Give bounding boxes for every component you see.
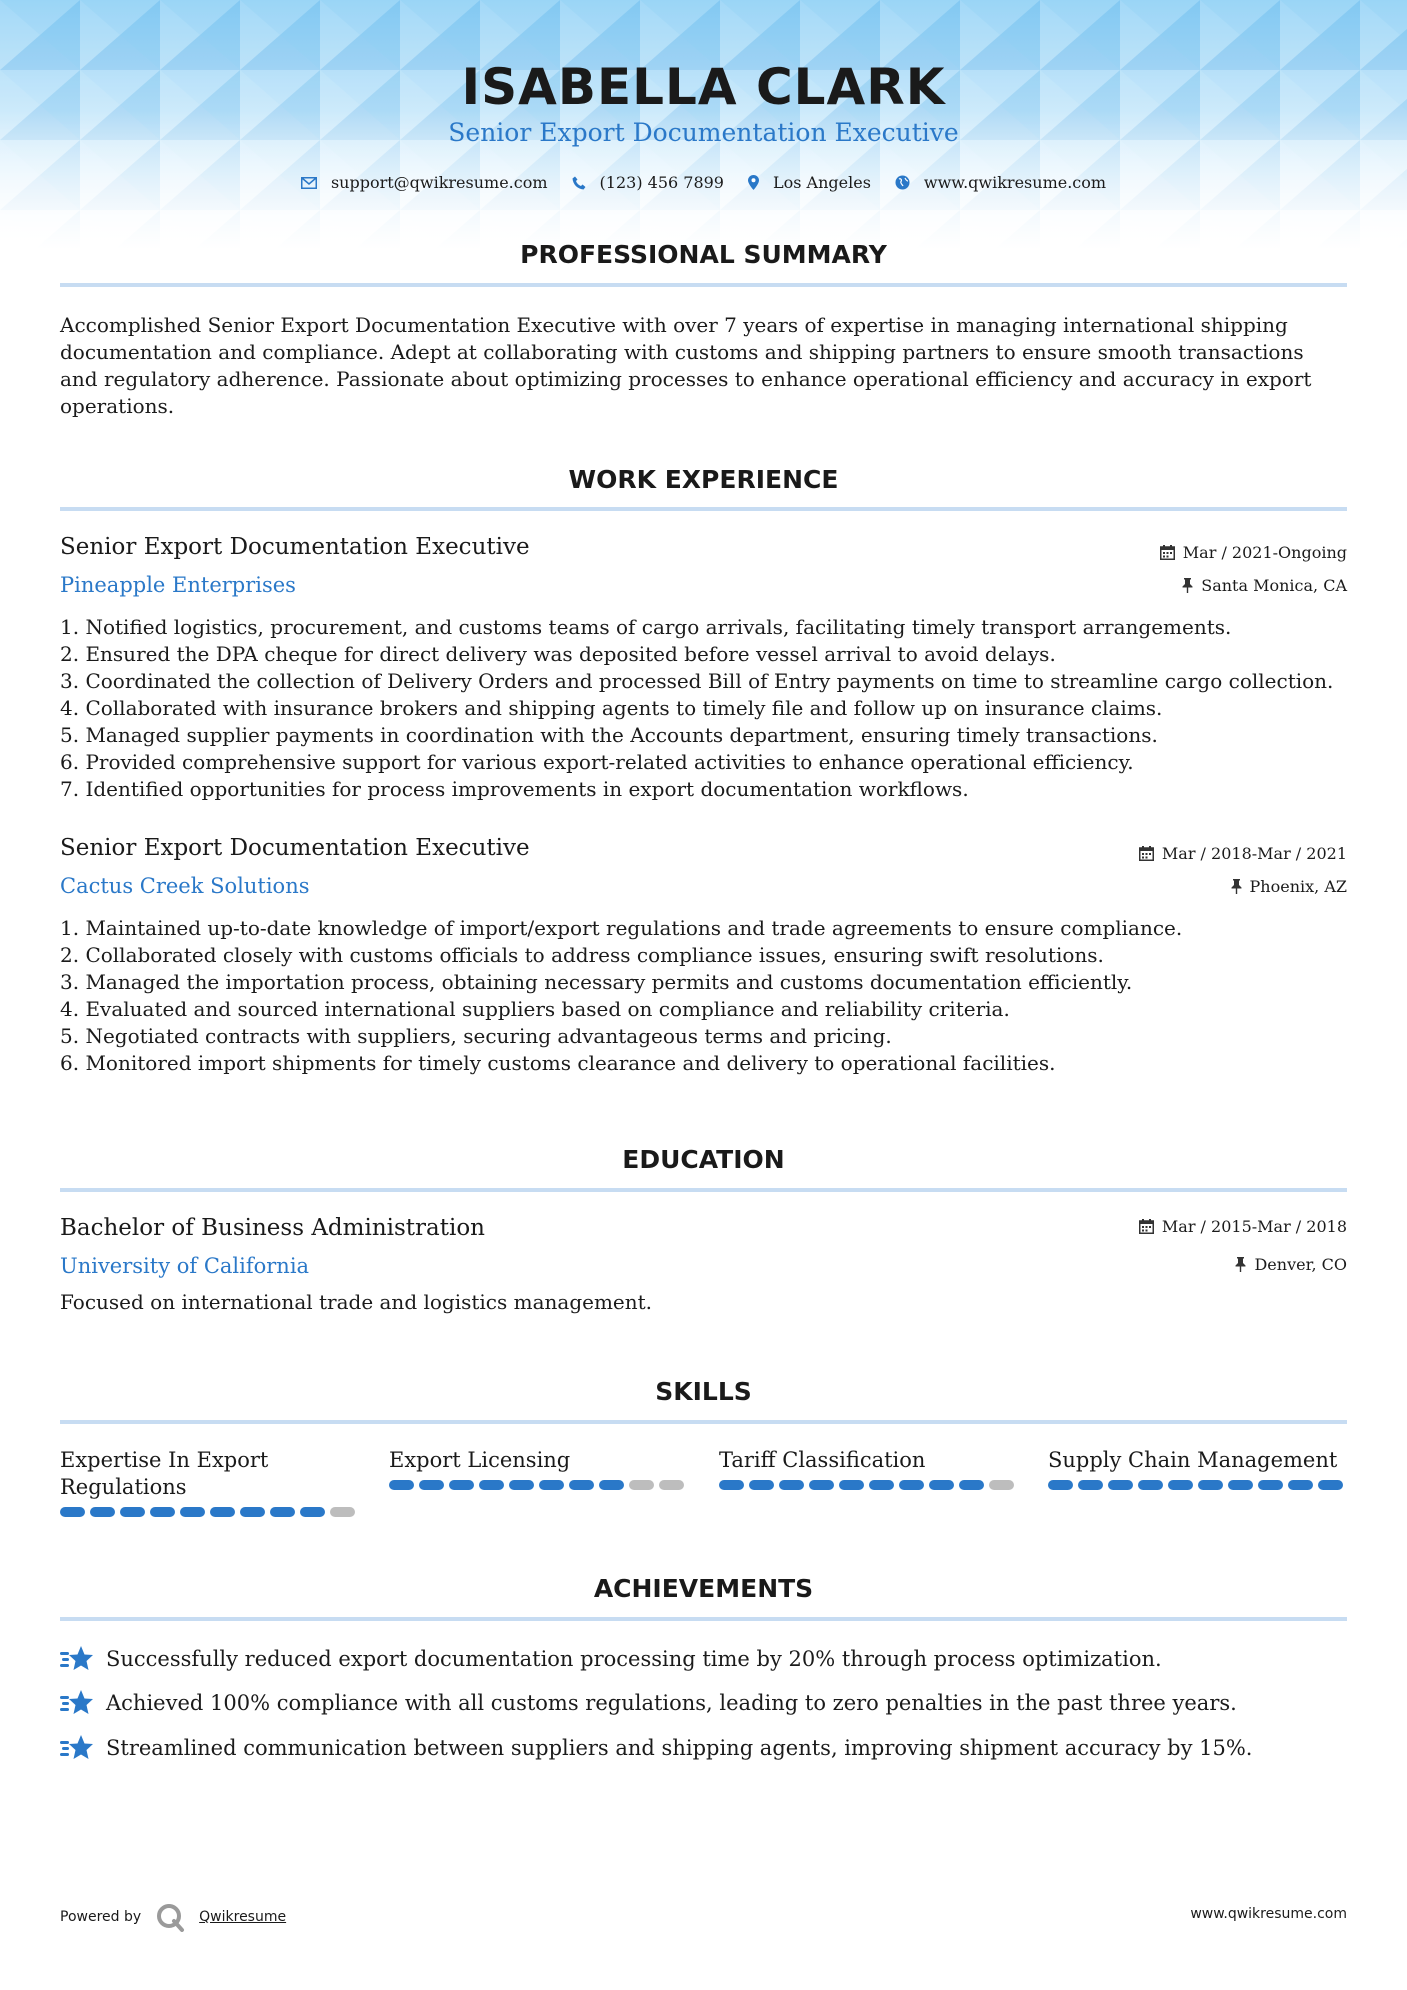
skill-segment-filled (1318, 1480, 1343, 1490)
list-item: 2. Ensured the DPA cheque for direct delivery was deposited before vessel arrival to avoid delays. (60, 642, 1056, 666)
skill-segment-filled (539, 1480, 564, 1490)
skill-segment-filled (1198, 1480, 1223, 1490)
skill-segment-filled (60, 1507, 85, 1517)
summary-text: Accomplished Senior Export Documentation Executive with over 7 years of expertise in managing international shipping documentation and compliance. Adept at collaborating with customs and shipping partners to ensure smooth transactions and regulatory adherence. Passionate about optimizing processes to enhance operational efficiency and accuracy in export operations. (60, 313, 1312, 418)
skill-segment-filled (210, 1507, 235, 1517)
skill-segment-filled (509, 1480, 534, 1490)
skill-segment-filled (809, 1480, 834, 1490)
skill-segment-filled (1048, 1480, 1073, 1490)
achievement-text: Achieved 100% compliance with all customs regulations, leading to zero penalties in the past three years. (106, 1691, 1237, 1715)
achievement-item (60, 1734, 1347, 1762)
contact-phone-text: (123) 456 7899 (599, 173, 724, 192)
skill-level-bar (719, 1480, 1019, 1490)
pushpin-icon (1182, 578, 1193, 593)
contact-website[interactable] (895, 173, 1106, 192)
job-2-dates-text: Mar / 2018-Mar / 2021 (1161, 844, 1347, 863)
job-1-location (1182, 576, 1347, 595)
skill-segment-filled (1228, 1480, 1253, 1490)
job-2-bullets (60, 915, 1347, 1077)
skill-item (60, 1447, 360, 1517)
list-item: 6. Monitored import shipments for timely customs clearance and delivery to operational facilities. (60, 1051, 1056, 1075)
list-item: 4. Evaluated and sourced international suppliers based on compliance and reliability criteria. (60, 997, 1010, 1021)
list-item: 6. Provided comprehensive support for various export-related activities to enhance operational efficiency. (60, 750, 1134, 774)
summary-divider (60, 283, 1347, 287)
job-1-bullets (60, 614, 1347, 803)
star-icon (60, 1645, 94, 1673)
skill-name: Supply Chain Management (1048, 1448, 1338, 1472)
skill-segment-filled (869, 1480, 894, 1490)
skill-segment-filled (1108, 1480, 1133, 1490)
summary-heading: PROFESSIONAL SUMMARY (520, 240, 887, 269)
candidate-name: ISABELLA CLARK (461, 58, 946, 116)
globe-icon (895, 175, 910, 190)
envelope-icon (301, 177, 317, 189)
contact-website-text: www.qwikresume.com (923, 173, 1107, 192)
achievements-divider (60, 1617, 1347, 1621)
job-2-dates (1139, 844, 1347, 863)
candidate-title: Senior Export Documentation Executive (448, 118, 959, 147)
pushpin-icon (1235, 1257, 1246, 1272)
skill-level-bar (60, 1507, 360, 1517)
list-item: 4. Collaborated with insurance brokers and shipping agents to timely file and follow up on insurance claims. (60, 696, 1163, 720)
skill-segment-filled (1168, 1480, 1193, 1490)
calendar-icon (1139, 846, 1154, 861)
skill-segment-filled (150, 1507, 175, 1517)
job-2-location-text: Phoenix, AZ (1249, 877, 1347, 896)
phone-icon (572, 176, 586, 190)
skill-segment-filled (749, 1480, 774, 1490)
skills-divider (60, 1420, 1347, 1424)
map-pin-icon (748, 175, 759, 190)
skill-segment-filled (569, 1480, 594, 1490)
footer-powered-by (60, 1902, 286, 1932)
skill-segment-filled (449, 1480, 474, 1490)
calendar-icon (1139, 1219, 1154, 1234)
education-divider (60, 1188, 1347, 1192)
job-1-dates-text: Mar / 2021-Ongoing (1182, 543, 1347, 562)
qwikresume-link[interactable]: Qwikresume (199, 1909, 287, 1925)
list-item: 1. Maintained up-to-date knowledge of import/export regulations and trade agreements to ensure compliance. (60, 916, 1183, 940)
education-dates (1139, 1217, 1347, 1236)
skill-item (719, 1447, 1019, 1490)
skill-segment-filled (1138, 1480, 1163, 1490)
job-2-title: Senior Export Documentation Executive (60, 835, 530, 861)
job-1-title: Senior Export Documentation Executive (60, 534, 530, 560)
star-icon (60, 1734, 94, 1762)
list-item: 2. Collaborated closely with customs officials to address compliance issues, ensuring swift resolutions. (60, 943, 1104, 967)
skill-segment-filled (929, 1480, 954, 1490)
skill-item (389, 1447, 689, 1490)
skill-segment-filled (270, 1507, 295, 1517)
footer-url[interactable]: www.qwikresume.com (1190, 1906, 1347, 1922)
job-2-location (1231, 877, 1347, 896)
skill-segment-empty (989, 1480, 1014, 1490)
education-location (1235, 1255, 1347, 1274)
skills-heading: SKILLS (655, 1377, 752, 1406)
skill-segment-filled (1288, 1480, 1313, 1490)
contact-email-text: support@qwikresume.com (330, 173, 548, 192)
skill-level-bar (389, 1480, 689, 1490)
achievements-heading: ACHIEVEMENTS (593, 1574, 814, 1603)
skill-level-bar (1048, 1480, 1348, 1490)
star-icon (60, 1689, 94, 1717)
contact-email[interactable] (301, 173, 548, 192)
skill-segment-filled (300, 1507, 325, 1517)
skill-segment-filled (839, 1480, 864, 1490)
education-location-text: Denver, CO (1254, 1255, 1347, 1274)
contact-location-text: Los Angeles (772, 173, 871, 192)
skill-segment-filled (959, 1480, 984, 1490)
skill-segment-empty (330, 1507, 355, 1517)
skill-segment-filled (120, 1507, 145, 1517)
achievement-text: Successfully reduced export documentation processing time by 20% through process optimization. (106, 1647, 1162, 1671)
pushpin-icon (1231, 879, 1242, 894)
contact-bar (0, 173, 1407, 192)
skill-item (1048, 1447, 1348, 1490)
calendar-icon (1160, 545, 1175, 560)
skill-segment-filled (1258, 1480, 1283, 1490)
education-description: Focused on international trade and logistics management. (60, 1290, 653, 1314)
job-2-company: Cactus Creek Solutions (60, 874, 310, 898)
education-school: University of California (60, 1254, 310, 1278)
skill-segment-filled (719, 1480, 744, 1490)
list-item: 7. Identified opportunities for process improvements in export documentation workflows. (60, 777, 969, 801)
qwikresume-logo-icon (155, 1902, 185, 1932)
list-item: 1. Notified logistics, procurement, and customs teams of cargo arrivals, facilitating timely transport arrangements. (60, 615, 1232, 639)
education-dates-text: Mar / 2015-Mar / 2018 (1161, 1217, 1347, 1236)
education-degree: Bachelor of Business Administration (60, 1215, 485, 1241)
skill-segment-filled (180, 1507, 205, 1517)
skill-segment-empty (629, 1480, 654, 1490)
job-1-dates (1160, 543, 1347, 562)
achievement-item (60, 1689, 1347, 1717)
skill-name: Tariff Classification (719, 1448, 926, 1472)
skill-segment-filled (599, 1480, 624, 1490)
skill-segment-filled (240, 1507, 265, 1517)
achievement-text: Streamlined communication between suppliers and shipping agents, improving shipment accuracy by 15%. (106, 1736, 1253, 1760)
skill-segment-filled (479, 1480, 504, 1490)
powered-by-label: Powered by (60, 1909, 142, 1925)
skill-segment-empty (659, 1480, 684, 1490)
contact-phone[interactable] (572, 173, 724, 192)
skill-segment-filled (779, 1480, 804, 1490)
experience-divider (60, 507, 1347, 511)
job-1-location-text: Santa Monica, CA (1201, 576, 1347, 595)
skill-segment-filled (419, 1480, 444, 1490)
skill-segment-filled (899, 1480, 924, 1490)
list-item: 5. Negotiated contracts with suppliers, securing advantageous terms and pricing. (60, 1024, 892, 1048)
job-1-company: Pineapple Enterprises (60, 573, 296, 597)
achievement-item (60, 1645, 1347, 1673)
contact-location (748, 173, 871, 192)
education-heading: EDUCATION (622, 1145, 785, 1174)
skill-name: Export Licensing (389, 1448, 571, 1472)
list-item: 3. Managed the importation process, obtaining necessary permits and customs documentation efficiently. (60, 970, 1133, 994)
list-item: 3. Coordinated the collection of Delivery Orders and processed Bill of Entry payments on time to streamline cargo collection. (60, 669, 1334, 693)
experience-heading: WORK EXPERIENCE (568, 465, 839, 494)
skill-name: Expertise In Export Regulations (60, 1448, 269, 1499)
skill-segment-filled (1078, 1480, 1103, 1490)
skill-segment-filled (90, 1507, 115, 1517)
skill-segment-filled (389, 1480, 414, 1490)
list-item: 5. Managed supplier payments in coordination with the Accounts department, ensuring timely transactions. (60, 723, 1158, 747)
